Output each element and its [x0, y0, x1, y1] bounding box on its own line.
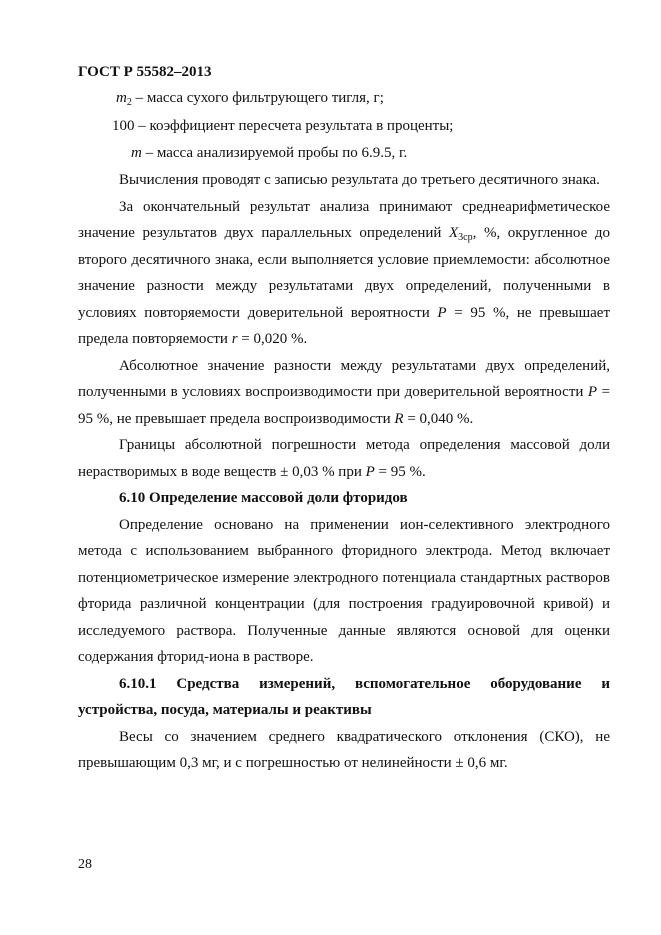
- symbol-100: 100: [112, 118, 135, 134]
- subsection-heading-6-10-1-cont: устройства, посуда, материалы и реактивы: [78, 702, 372, 718]
- document-code: ГОСТ Р 55582–2013: [78, 64, 212, 80]
- paragraph-calculation: Вычисления проводят с записью результата до третьего десятичного знака.: [119, 172, 600, 188]
- definition-text: – масса анализируемой пробы по 6.9.5, г.: [141, 145, 408, 161]
- paragraph-method: Определение основано на применении ион-селективного электродного метода с использованием выбранного фторидного электрода. Метод включает потенциометрическое измерение электродного потенциала стандартных растворов фторида различной концентрации (для построения градуировочной кривой) и исследуемого раствора. Полученные данные являются основой для оценки содержания фторид-иона в растворе.: [78, 516, 610, 665]
- symbol-m: m: [131, 145, 142, 161]
- definition-text: – масса сухого фильтрующего тигля, г;: [131, 90, 384, 106]
- symbol-m: m: [116, 90, 127, 106]
- paragraph-reproducibility: Абсолютное значение разности между результатами двух определений, полученными в условиях воспроизводимости при доверительной вероятности P = 95 %, не превышает предела воспроизводимости R = 0,040 %.: [78, 357, 610, 427]
- section-heading-6-10: 6.10 Определение массовой доли фторидов: [119, 490, 408, 506]
- definition-text: – коэффициент пересчета результата в проценты;: [134, 118, 454, 134]
- paragraph-error-bounds: Границы абсолютной погрешности метода определения массовой доли нерастворимых в воде веществ ± 0,03 % при P = 95 %.: [78, 437, 610, 480]
- definition-m2: [116, 90, 384, 107]
- body-text: [78, 167, 610, 777]
- definition-m: [131, 145, 407, 162]
- symbol-subscript: 2: [126, 97, 132, 108]
- paragraph-final-result: За окончательный результат анализа принимают среднеарифметическое значение результатов двух параллельных определений $X_{3ср}$, %, округленное до второго десятичного знака, если выполняется условие приемлемости: абсолютное значение разности между результатами двух определений, полученными в условиях повторяемости доверительной вероятности P = 95 %, не превышает предела повторяемости r = 0,020 %.: [78, 198, 611, 347]
- subsection-heading-6-10-1: 6.10.1 Средства измерений, вспомогательное оборудование и: [119, 675, 610, 692]
- definition-100: [112, 118, 453, 135]
- paragraph-scales: Весы со значением среднего квадратического отклонения (СКО), не превышающим 0,3 мг, и с погрешностью от нелинейности ± 0,6 мг.: [78, 728, 610, 771]
- page-number: 28: [78, 857, 92, 872]
